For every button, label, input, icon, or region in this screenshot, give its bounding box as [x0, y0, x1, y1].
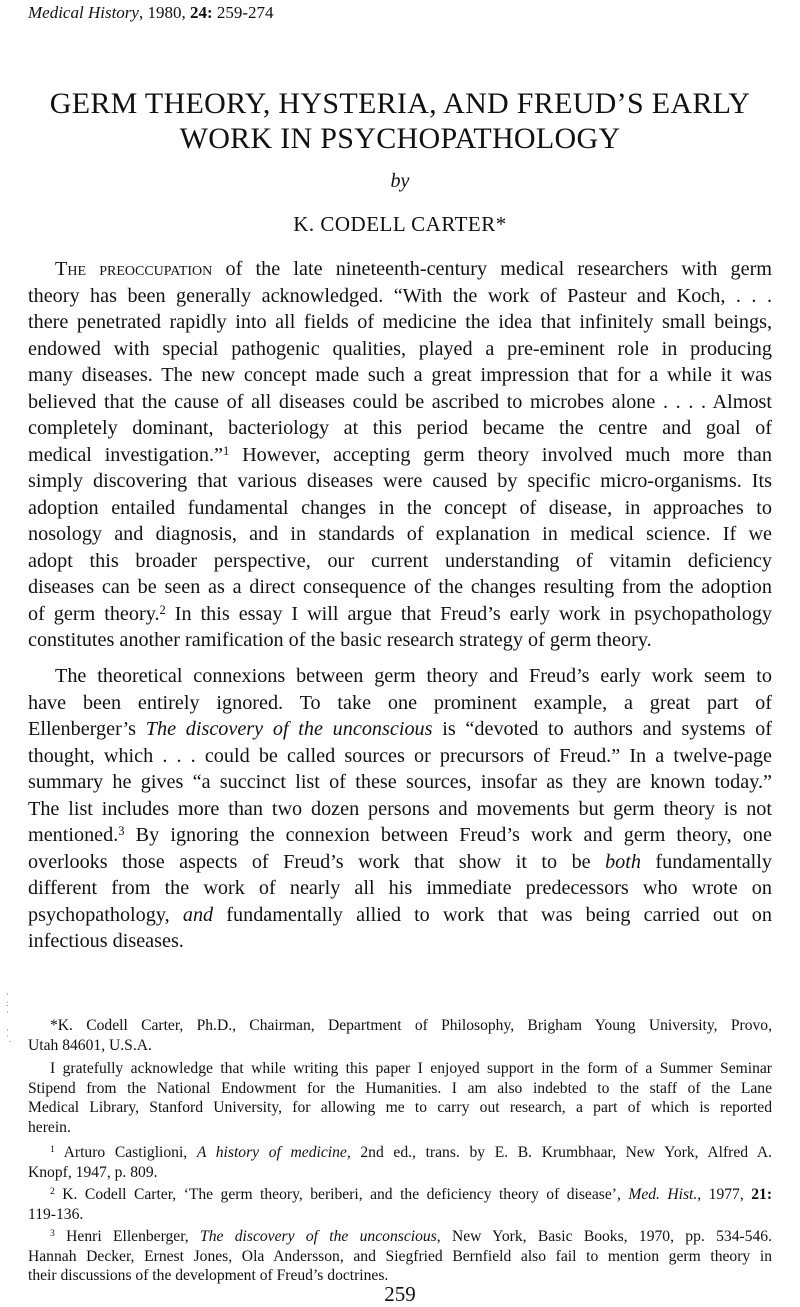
text-line: [28, 716, 772, 743]
footnote: [28, 1185, 772, 1224]
footnote: [28, 1016, 772, 1055]
text-segment: Henri Ellenberger,: [54, 1228, 201, 1245]
text-segment: The discovery of the unconscious: [200, 1228, 437, 1245]
page-number: 259: [384, 1282, 416, 1306]
text-line: [28, 1185, 772, 1205]
text-line: [28, 362, 772, 389]
text-line: [28, 415, 772, 442]
text-segment: Med. Hist.: [628, 1186, 698, 1203]
text-segment: Knopf, 1947, p. 809.: [28, 1163, 158, 1181]
text-segment: , 2nd ed., trans. by E. B. Krumbhaar, New York, Alfred A.: [346, 1144, 773, 1161]
text-segment: 21:: [751, 1186, 773, 1203]
text-line: [28, 468, 772, 495]
footnote-ref: 2: [50, 1186, 55, 1198]
text-segment: By ignoring the connexion between Freud’s work and germ theory, one: [124, 824, 772, 846]
text-segment: overlooks those aspects of Freud’s work that show it to be: [28, 850, 606, 873]
text-segment: of the late nineteenth-century medical researchers with germ: [212, 258, 772, 280]
text-segment: simply discovering that various diseases were caused by specific micro-organisms. Its: [28, 470, 772, 492]
text-segment: fundamentally allied to work that was being carried out on: [213, 903, 772, 926]
text-line: [28, 1118, 772, 1138]
text-segment: Stipend from the National Endowment for the Humanities. I am also indebted to the staff of the Lane: [28, 1079, 772, 1097]
article-title: [0, 86, 800, 156]
text-segment: I gratefully acknowledge that while writing this paper I enjoyed support in the form of a Summer Seminar: [50, 1060, 772, 1077]
journal-pages: 259-274: [212, 3, 274, 22]
text-line: [28, 1247, 772, 1267]
text-segment: The theoretical connexions between germ theory and Freud’s early work seem to: [55, 665, 772, 687]
journal-year: , 1980,: [138, 3, 190, 22]
journal-volume: 24:: [189, 3, 213, 22]
text-line: [28, 389, 772, 416]
text-segment: , 1977,: [697, 1186, 752, 1203]
text-segment: The discovery of the unconscious: [145, 718, 433, 740]
text-line: [28, 1143, 772, 1163]
author-name: K. CODELL CARTER*: [293, 212, 507, 236]
footnote: [28, 1059, 772, 1137]
text-line: [28, 849, 772, 876]
text-line: [28, 283, 772, 310]
text-segment: fundamentally: [640, 850, 772, 873]
text-line: [28, 1098, 772, 1118]
text-line: [28, 495, 772, 522]
footnote-ref: 1: [50, 1144, 55, 1156]
text-line: [28, 309, 772, 336]
text-segment: summary he gives “a succinct list of these sources, insofar as they are known today.”: [28, 771, 772, 793]
text-segment: mentioned.: [28, 824, 119, 846]
text-segment: theory has been generally acknowledged. “With the work of Pasteur and Koch, . . .: [28, 284, 772, 307]
text-segment: Medical Library, Stanford University, for allowing me to carry out research, a part of which is reported: [28, 1099, 772, 1117]
text-line: [28, 1163, 772, 1183]
paragraph: [28, 663, 772, 955]
text-line: [28, 256, 772, 283]
text-segment: adopt this broader perspective, our current understanding of vitamin deficiency: [28, 549, 772, 572]
footnote: [28, 1227, 772, 1286]
text-segment: psychopathology,: [28, 903, 183, 926]
text-segment: many diseases. The new concept made such a great impression that for a while it was: [28, 364, 772, 386]
text-line: [28, 1205, 772, 1225]
text-segment: both: [605, 850, 641, 873]
text-line: [28, 796, 772, 823]
paragraph: [28, 256, 772, 654]
text-segment: herein.: [28, 1118, 71, 1136]
text-line: [28, 690, 772, 717]
journal-citation: [28, 3, 274, 23]
footnote-ref: 2: [159, 602, 166, 617]
text-segment: adoption entailed fundamental changes in the concept of disease, in approaches to: [28, 496, 772, 519]
text-line: [28, 902, 772, 929]
text-segment: different from the work of nearly all his immediate predecessors who wrote on: [28, 877, 772, 899]
text-line: [28, 928, 772, 955]
text-segment: infectious diseases.: [28, 930, 184, 952]
text-segment: The preoccupation: [55, 258, 213, 280]
text-line: [28, 875, 772, 902]
byline: by: [390, 170, 410, 192]
text-segment: nosology and diagnosis, and in standards of explanation in medical science. If we: [28, 523, 772, 545]
text-segment: endowed with special pathogenic qualities, played a pre-eminent role in producing: [28, 337, 772, 360]
text-segment: The list includes more than two dozen persons and movements but germ theory is not: [28, 797, 772, 820]
text-segment: there penetrated rapidly into all fields of medicine the idea that infinitely small beings,: [28, 311, 772, 333]
text-segment: Arturo Castiglioni,: [54, 1144, 197, 1161]
text-segment: Ellenberger’s: [28, 718, 146, 740]
text-segment: of germ theory.: [28, 602, 160, 625]
footnote-ref: 3: [118, 823, 125, 838]
footnote-ref: 1: [223, 443, 230, 458]
text-segment: medical investigation.”: [28, 443, 223, 466]
text-line: [28, 1016, 772, 1036]
text-segment: constitutes another ramification of the basic research strategy of germ theory.: [28, 629, 652, 651]
text-line: [28, 663, 772, 690]
title-line: GERM THEORY, HYSTERIA, AND FREUD’S EARLY: [49, 87, 751, 120]
text-line: [28, 521, 772, 548]
text-segment: , New York, Basic Books, 1970, pp. 534-546.: [436, 1228, 772, 1245]
footnote-ref: 3: [50, 1228, 55, 1240]
text-segment: completely dominant, bacteriology at this period became the centre and goal of: [28, 417, 772, 439]
footnote: [28, 1143, 772, 1182]
text-segment: K. Codell Carter, ‘The germ theory, beriberi, and the deficiency theory of disease’,: [54, 1186, 629, 1203]
text-segment: Utah 84601, U.S.A.: [28, 1036, 152, 1054]
text-segment: diseases can be seen as a direct consequence of the changes resulting from the adoption: [28, 576, 772, 598]
text-line: [28, 1036, 772, 1056]
text-segment: believed that the cause of all diseases could be ascribed to microbes alone . . . . Almost: [28, 390, 772, 413]
text-line: [28, 1079, 772, 1099]
text-line: [28, 442, 772, 469]
text-segment: and: [182, 903, 214, 926]
text-segment: *K. Codell Carter, Ph.D., Chairman, Department of Philosophy, Brigham Young University, Provo,: [50, 1017, 772, 1034]
text-segment: However, accepting germ theory involved much more than: [229, 443, 772, 466]
text-line: [28, 601, 772, 628]
text-segment: is “devoted to authors and systems of: [432, 718, 772, 740]
text-line: [28, 769, 772, 796]
text-line: [28, 574, 772, 601]
text-segment: A history of medicine: [196, 1144, 347, 1161]
text-segment: thought, which . . . could be called sources or precursors of Freud.” In a twelve-page: [28, 744, 772, 767]
title-line: WORK IN PSYCHOPATHOLOGY: [179, 122, 621, 155]
text-segment: have been entirely ignored. To take one prominent example, a great part of: [28, 691, 772, 714]
text-line: [28, 1227, 772, 1247]
text-segment: their discussions of the development of Freud’s doctrines.: [28, 1267, 389, 1285]
text-segment: Hannah Decker, Ernest Jones, Ola Andersson, and Siegfried Bernfield also fail to mention germ theory in: [28, 1247, 772, 1265]
text-line: [28, 822, 772, 849]
text-segment: In this essay I will argue that Freud’s early work in psychopathology: [165, 602, 773, 625]
text-line: [28, 743, 772, 770]
scan-marks: · : · · ˙.: [6, 989, 12, 1044]
text-line: [28, 627, 772, 654]
text-segment: 119-136.: [28, 1205, 84, 1223]
text-line: [28, 548, 772, 575]
journal-name: Medical History: [28, 3, 139, 22]
text-line: [28, 1059, 772, 1079]
text-line: [28, 336, 772, 363]
